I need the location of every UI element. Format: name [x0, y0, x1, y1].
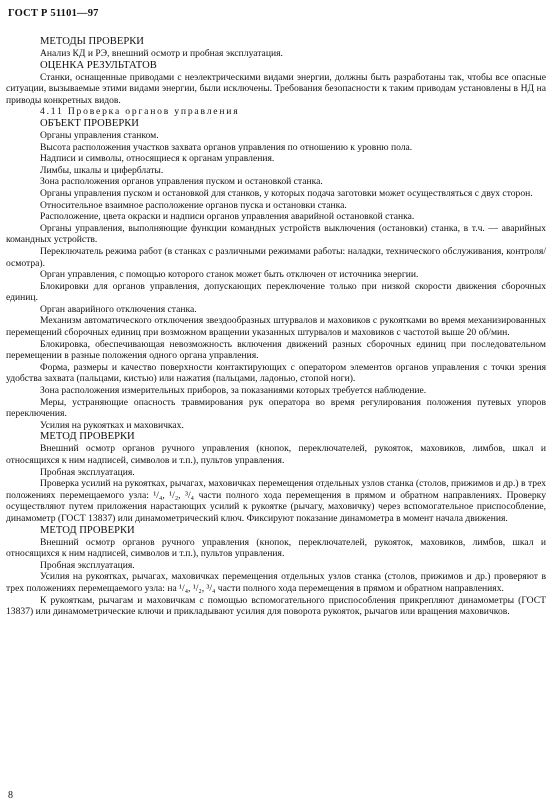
paragraph: Орган управления, с помощью которого станок может быть отключен от источника энергии. [40, 269, 419, 281]
paragraph: Внешний осмотр органов ручного управления (кнопок, переключателей, рукояток, маховиков, лимбов, шкал и относящихся к ним надписей, символов и т.п.), пультов управления. [6, 536, 546, 560]
paragraph: Анализ КД и РЭ, внешний осмотр и пробная эксплуатация. [40, 48, 283, 59]
paragraph: Блокировка, обеспечивающая невозможность включения движений разных сборочных единиц при последовательном перемещении в разные положения одного органа управления. [6, 338, 546, 362]
paragraph: Надписи и символы, относящиеся к органам управления. [40, 153, 275, 165]
page-number: 8 [8, 790, 13, 801]
body-text [6, 36, 546, 618]
section-heading: МЕТОДЫ ПРОВЕРКИ [40, 36, 144, 47]
paragraph: Усилия на рукоятках, рычагах, маховичках перемещения отдельных узлов станка (столов, прижимов и др.) проверяют в трех положениях перемещаемого узла: на ¹/₄, ¹/₂, ³/₄ части полного хода перемещения в прямом и обратном направлениях. [6, 571, 546, 594]
paragraph: Пробная эксплуатация. [40, 559, 135, 571]
section-heading: ОБЪЕКТ ПРОВЕРКИ [40, 117, 139, 129]
paragraph: К рукояткам, рычагам и маховичкам с помощью вспомогательного приспособления прикрепляют динамометры (ГОСТ 13837) или динамометрические ключи и прикладывают усилия для поворота рукояток, рычагов или вращения маховичков. [6, 594, 546, 618]
paragraph: Зона расположения измерительных приборов, за показаниями которых требуется наблюдение. [40, 385, 427, 397]
paragraph: Высота расположения участков захвата органов управления по отношению к уровню пола. [40, 141, 413, 153]
standard-code-header: ГОСТ Р 51101—97 [8, 8, 99, 19]
paragraph: Механизм автоматического отключения звездообразных штурвалов и маховиков с рукоятками во время механизированных перемещений сборочных единиц при возможном вращении указанных штурвалов и маховиков с частотой выше 20 об/мин. [6, 315, 546, 339]
clause-heading: 4.11 Проверка органов управления [40, 106, 240, 118]
paragraph: Органы управления пуском и остановкой для станков, у которых подача заготовки может осуществляться с двух сторон. [40, 187, 533, 199]
paragraph: Органы управления, выполняющие функции командных устройств выключения (остановки) станка, в т.ч. — аварийных командных устройств. [6, 222, 546, 246]
section-heading: ОЦЕНКА РЕЗУЛЬТАТОВ [40, 59, 157, 71]
paragraph: Блокировки для органов управления, допускающих переключение только при низкой скорости движения сборочных единиц. [6, 280, 546, 304]
paragraph: Проверка усилий на рукоятках, рычагах, маховичках перемещения отдельных узлов станка (столов, прижимов и др.) в трех положениях перемещаемого узла: ¹/₄, ¹/₂, ³/₄ части полного хода перемещения в прямом и обратном направлениях. Проверку осуществляют путем приложения нарастающих усилий к рукоятке (рычагу, маховичку) через вспомогательное приспособление, динамометр (ГОСТ 13837) или динамометрический ключ. Фиксируют показание динамометра в момент начала движения. [6, 478, 546, 524]
paragraph: Переключатель режима работ (в станках с различными режимами работы: наладки, технического обслуживания, контроля/осмотра). [6, 245, 546, 269]
paragraph: Пробная эксплуатация. [40, 466, 135, 478]
paragraph: Меры, устраняющие опасность травмирования рук оператора во время регулирования положения путевых упоров переключения. [6, 396, 546, 420]
section-heading: МЕТОД ПРОВЕРКИ [40, 431, 135, 443]
section-heading: МЕТОД ПРОВЕРКИ [40, 524, 135, 536]
paragraph: Внешний осмотр органов ручного управления (кнопок, переключателей, рукояток, маховиков, лимбов, шкал и относящихся к ним надписей, символов и т.п.), пультов управления. [6, 443, 546, 466]
paragraph: Зона расположения органов управления пуском и остановкой станка. [40, 176, 323, 188]
paragraph: Органы управления станком. [40, 129, 159, 141]
paragraph: Форма, размеры и качество поверхности контактирующих с оператором элементов органов управления с точки зрения удобства захвата (пальцами, кистью) или нажатия (пальцами, ладонью, стопой ноги). [6, 361, 546, 385]
paragraph: Станки, оснащенные приводами с неэлектрическими видами энергии, должны быть разработаны так, чтобы все опасные ситуации, вызываемые этими видами энергии, были исключены. Требования безопасности к таким приводам установлены в НД на приводы конкретных видов. [6, 71, 546, 106]
paragraph: Лимбы, шкалы и циферблаты. [40, 164, 164, 176]
paragraph: Расположение, цвета окраски и надписи органов управления аварийной остановкой станка. [40, 211, 415, 223]
paragraph: Орган аварийного отключения станка. [40, 303, 197, 315]
paragraph: Усилия на рукоятках и маховичках. [40, 419, 184, 431]
paragraph: Относительное взаимное расположение органов пуска и остановки станка. [40, 199, 347, 211]
